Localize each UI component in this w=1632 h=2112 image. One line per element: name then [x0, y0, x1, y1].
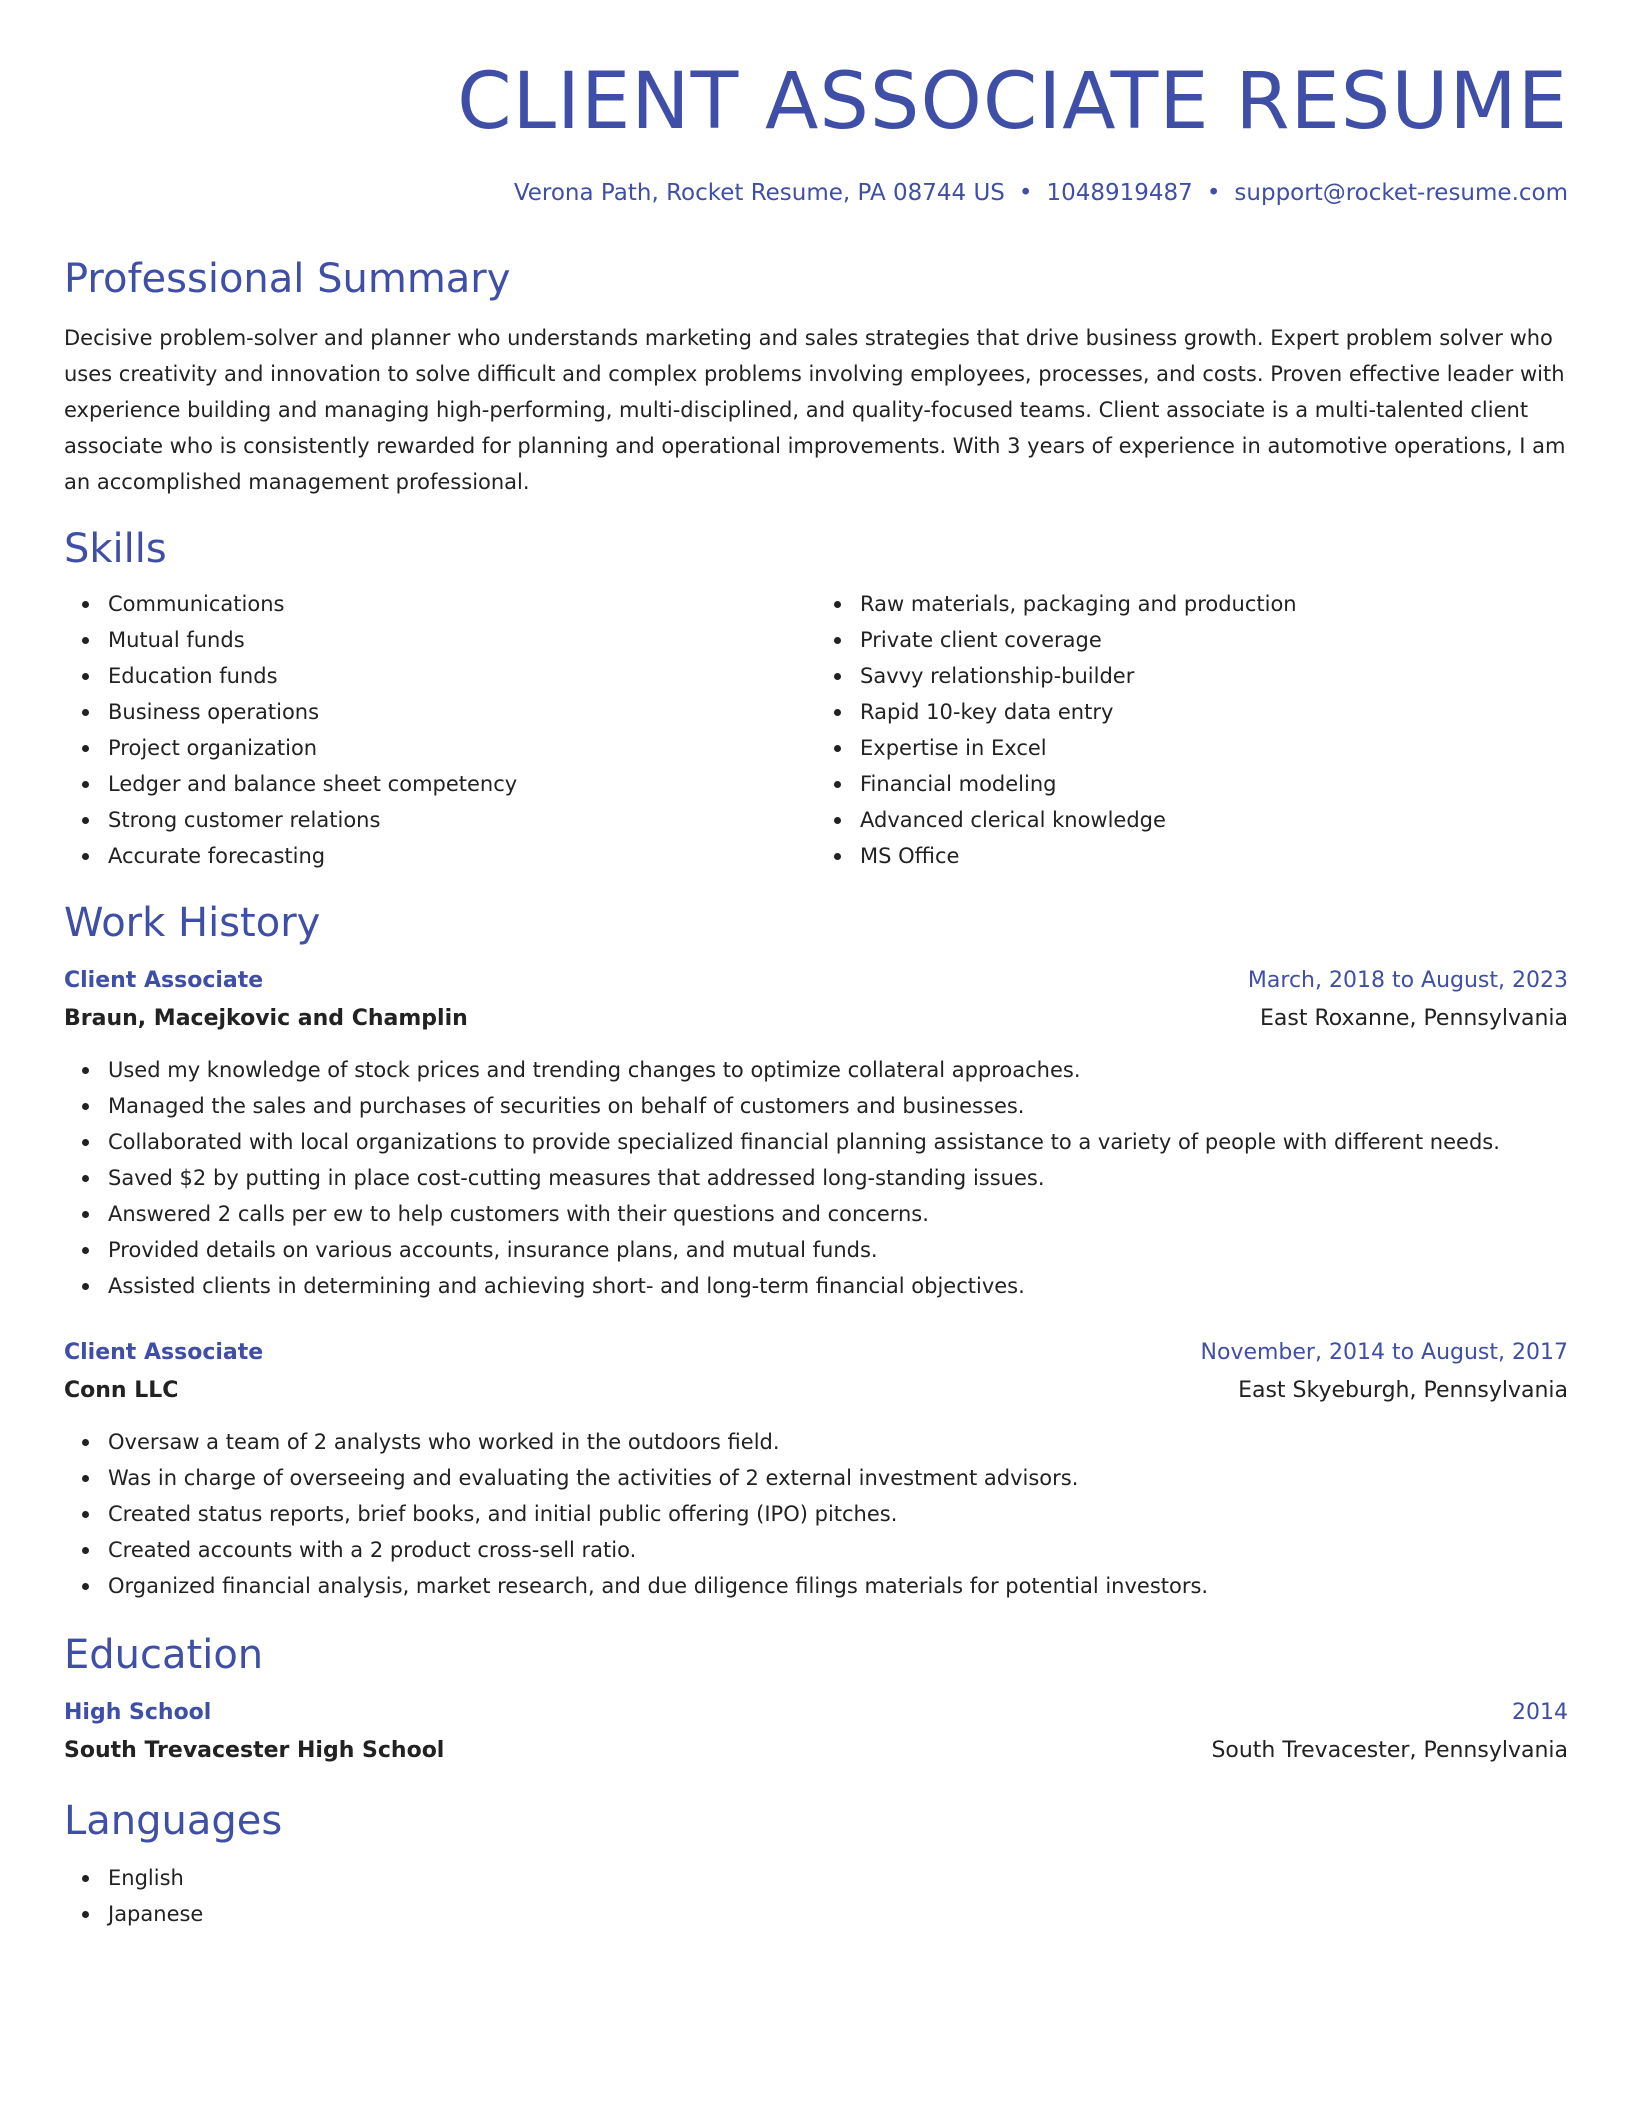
skills-column-left	[64, 586, 816, 874]
job-company-row	[64, 1000, 1568, 1038]
language-item: English	[108, 1860, 1568, 1896]
skill-item: Business operations	[108, 694, 816, 730]
job-company: Braun, Macejkovic and Champlin	[64, 1006, 468, 1031]
job-bullet: Saved $2 by putting in place cost-cutting measures that addressed long-standing issues.	[108, 1160, 1568, 1196]
contact-separator: •	[1206, 180, 1221, 206]
job-location: East Roxanne, Pennsylvania	[1260, 1006, 1568, 1031]
education-header-row	[64, 1694, 1568, 1732]
education-section	[64, 1630, 1568, 1770]
skills-list-left	[64, 586, 816, 874]
work-history-section	[64, 898, 1568, 1604]
contact-email: support@rocket-resume.com	[1234, 180, 1568, 206]
job-location: East Skyeburgh, Pennsylvania	[1238, 1378, 1568, 1403]
job-bullet: Answered 2 calls per ew to help customers with their questions and concerns.	[108, 1196, 1568, 1232]
skill-item: Financial modeling	[860, 766, 1568, 802]
skill-item: Expertise in Excel	[860, 730, 1568, 766]
job-bullet: Managed the sales and purchases of securities on behalf of customers and businesses.	[108, 1088, 1568, 1124]
job-role: Client Associate	[64, 1340, 264, 1365]
skill-item: Project organization	[108, 730, 816, 766]
job-bullet: Assisted clients in determining and achieving short- and long-term financial objectives.	[108, 1268, 1568, 1304]
skill-item: Rapid 10-key data entry	[860, 694, 1568, 730]
job-header-row	[64, 962, 1568, 1000]
summary-text: Decisive problem-solver and planner who understands marketing and sales strategies that drive business growth. Expert problem solver who uses creativity and innovation to solve difficult and complex problems involving employees, processes, and costs. Proven effective leader with experience building and managing high-performing, multi-disciplined, and quality-focused teams. Client associate is a multi-talented client associate who is consistently rewarded for planning and operational improvements. With 3 years of experience in automotive operations, I am an accomplished management professional.	[64, 326, 1566, 494]
job-entry	[64, 1334, 1568, 1604]
skill-item: Ledger and balance sheet competency	[108, 766, 816, 802]
skill-item: Private client coverage	[860, 622, 1568, 658]
job-bullet: Organized financial analysis, market research, and due diligence filings materials for potential investors.	[108, 1568, 1568, 1604]
job-entry	[64, 962, 1568, 1304]
skill-item: Communications	[108, 586, 816, 622]
skill-item: Raw materials, packaging and production	[860, 586, 1568, 622]
skill-item: MS Office	[860, 838, 1568, 874]
job-company-row	[64, 1372, 1568, 1410]
education-heading: Education	[64, 1632, 264, 1678]
work-history-heading: Work History	[64, 900, 321, 946]
skills-grid	[64, 586, 1568, 874]
summary-section	[64, 254, 1568, 500]
education-entry	[64, 1694, 1568, 1770]
education-location: South Trevacester, Pennsylvania	[1211, 1738, 1568, 1763]
job-role: Client Associate	[64, 968, 264, 993]
skill-item: Education funds	[108, 658, 816, 694]
job-bullet: Created accounts with a 2 product cross-sell ratio.	[108, 1532, 1568, 1568]
job-bullet: Created status reports, brief books, and initial public offering (IPO) pitches.	[108, 1496, 1568, 1532]
job-bullet: Provided details on various accounts, insurance plans, and mutual funds.	[108, 1232, 1568, 1268]
contact-phone: 1048919487	[1046, 180, 1193, 206]
languages-heading: Languages	[64, 1798, 283, 1844]
skills-column-right	[816, 586, 1568, 874]
language-item: Japanese	[108, 1896, 1568, 1932]
education-school: South Trevacester High School	[64, 1738, 445, 1763]
contact-address: Verona Path, Rocket Resume, PA 08744 US	[513, 180, 1005, 206]
job-bullets	[64, 1424, 1568, 1604]
job-bullets	[64, 1052, 1568, 1304]
languages-section	[64, 1796, 1568, 1932]
skill-item: Savvy relationship-builder	[860, 658, 1568, 694]
contact-separator: •	[1018, 180, 1033, 206]
skills-section	[64, 524, 1568, 874]
job-header-row	[64, 1334, 1568, 1372]
job-company: Conn LLC	[64, 1378, 179, 1403]
skills-heading: Skills	[64, 526, 167, 572]
skills-list-right	[816, 586, 1568, 874]
job-dates: March, 2018 to August, 2023	[1247, 968, 1568, 993]
contact-line	[64, 178, 1568, 208]
resume-header	[64, 56, 1568, 208]
job-dates: November, 2014 to August, 2017	[1200, 1340, 1568, 1365]
job-bullet: Used my knowledge of stock prices and trending changes to optimize collateral approaches.	[108, 1052, 1568, 1088]
job-bullet: Was in charge of overseeing and evaluating the activities of 2 external investment advisors.	[108, 1460, 1568, 1496]
education-year: 2014	[1512, 1700, 1568, 1725]
skill-item: Strong customer relations	[108, 802, 816, 838]
resume-title: CLIENT ASSOCIATE RESUME	[457, 57, 1568, 147]
job-bullet: Collaborated with local organizations to provide specialized financial planning assistance to a variety of people with different needs.	[108, 1124, 1568, 1160]
skill-item: Accurate forecasting	[108, 838, 816, 874]
languages-list	[64, 1860, 1568, 1932]
skill-item: Mutual funds	[108, 622, 816, 658]
skill-item: Advanced clerical knowledge	[860, 802, 1568, 838]
job-bullet: Oversaw a team of 2 analysts who worked in the outdoors field.	[108, 1424, 1568, 1460]
summary-heading: Professional Summary	[64, 256, 511, 302]
education-degree: High School	[64, 1700, 212, 1725]
education-school-row	[64, 1732, 1568, 1770]
